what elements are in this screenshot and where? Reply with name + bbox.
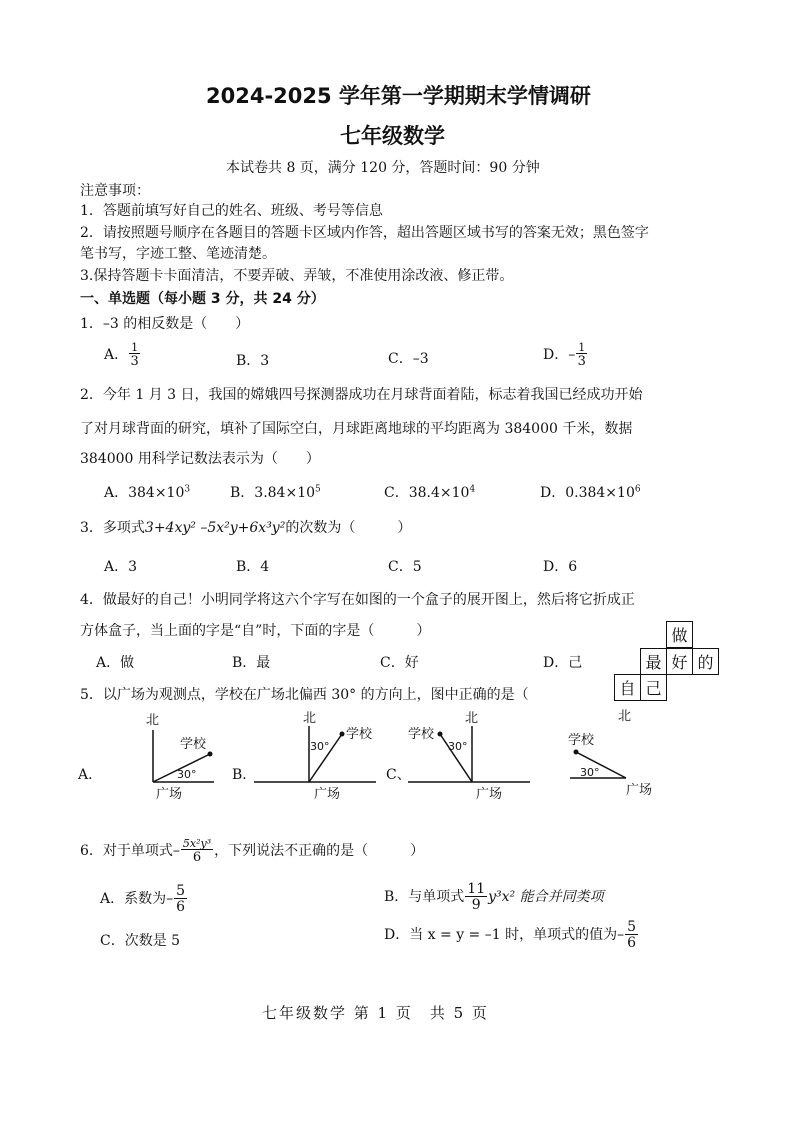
q2-option-d[interactable] (540, 482, 641, 502)
q6-frac-den: 6 (192, 850, 202, 865)
q5-diagram-c[interactable] (404, 706, 534, 802)
square-label: 广场 (314, 787, 341, 802)
q2-d-exp: 6 (634, 484, 641, 495)
q1-stem: 1．–3 的相反数是（ ） (80, 316, 250, 332)
q3-option-c[interactable]: C．5 (388, 559, 422, 575)
q4-stem-line: 方体盒子，当上面的字是“自”时，下面的字是（ ） (80, 623, 431, 639)
q1-d-fraction (576, 342, 587, 368)
net-cell-hao: 好 (666, 648, 693, 675)
q1-option-b[interactable]: B．3 (236, 353, 270, 369)
q6-d-den: 6 (627, 935, 637, 951)
q6-prefix: 6．对于单项式– (80, 843, 180, 859)
q2-a-exp: 3 (184, 484, 191, 495)
q1-a-den: 3 (130, 354, 139, 369)
q6-option-b[interactable] (384, 882, 604, 912)
net-cell-zui: 最 (640, 648, 667, 675)
q2-b-exp: 5 (315, 484, 321, 495)
notice-item: 1．答题前填写好自己的姓名、班级、考号等信息 (80, 203, 383, 219)
q5-option-b[interactable]: B． (232, 767, 257, 783)
q2-stem-line: 2．今年 1 月 3 日，我国的嫦娥四号探测器成功在月球背面着陆，标志着我国已经成功开始 (80, 387, 643, 403)
q2-c-text: C．38.4×10 (384, 485, 470, 501)
q1-a-label: A． (104, 347, 129, 363)
q6-a-fraction (174, 884, 187, 914)
q6-a-num: 5 (176, 883, 186, 899)
q3-option-a[interactable]: A．3 (104, 559, 138, 575)
north-label: 北 (618, 709, 632, 724)
q6-b-num: 11 (467, 881, 486, 897)
q5-option-c[interactable]: C、 (386, 767, 411, 783)
q1-a-num: 1 (131, 341, 139, 354)
school-point (574, 750, 579, 755)
q2-option-a[interactable] (104, 482, 190, 502)
q3-prefix: 3．多项式 (80, 520, 145, 536)
school-label: 学校 (180, 737, 207, 752)
q1-a-fraction (129, 342, 140, 368)
q6-stem (80, 838, 424, 864)
square-label: 广场 (626, 783, 653, 798)
square-label: 广场 (156, 787, 183, 802)
notice-item: 3.保持答题卡卡面清洁，不要弄破、弄皱，不准使用涂改液、修正带。 (80, 268, 514, 284)
q6-b-tail: y³x² 能合并同类项 (488, 889, 604, 905)
north-label: 北 (465, 711, 479, 726)
q4-option-c[interactable]: C．好 (380, 655, 419, 671)
q1-d-label: D．– (543, 347, 576, 363)
q1-option-c[interactable]: C．–3 (388, 351, 429, 367)
exam-title: 2024-2025 学年第一学期期末学情调研 (206, 84, 591, 108)
q6-b-fraction (465, 882, 487, 912)
q2-option-c[interactable] (384, 482, 475, 502)
q2-c-exp: 4 (469, 484, 476, 495)
square-label: 广场 (476, 787, 503, 802)
school-point (340, 732, 345, 737)
angle-label: 30° (580, 766, 600, 779)
angle-label: 30° (177, 768, 197, 781)
notice-item: 2．请按照题号顺序在各题目的答题卡区域内作答，超出答题区域书写的答案无效；黑色签字 (80, 225, 649, 241)
q6-d-num: 5 (627, 919, 637, 935)
net-cell-zi: 自 (614, 674, 641, 701)
q4-option-b[interactable]: B．最 (232, 655, 271, 671)
q6-a-den: 6 (176, 899, 186, 915)
page-footer: 七年级数学 第 1 页 共 5 页 (262, 1004, 489, 1022)
q1-option-a[interactable] (104, 342, 141, 368)
q3-suffix: 的次数为（ ） (285, 520, 412, 536)
notice-heading: 注意事项： (80, 183, 150, 199)
north-label: 北 (146, 713, 160, 728)
q6-a-text: A．系数为– (100, 891, 174, 907)
q3-option-b[interactable]: B．4 (236, 559, 270, 575)
q5-stem: 5．以广场为观测点，学校在广场北偏西 30° 的方向上，图中正确的是（ (80, 687, 529, 703)
q2-option-b[interactable] (230, 482, 321, 502)
net-cell-zuo: 做 (666, 621, 693, 648)
q6-suffix: ，下列说法不正确的是（ ） (214, 843, 425, 859)
q5-option-a[interactable]: A． (78, 767, 103, 783)
notice-item: 笔书写，字迹工整、笔迹清楚。 (80, 246, 276, 262)
q2-a-text: A．384×10 (104, 485, 185, 501)
q5-diagram-a[interactable] (140, 710, 230, 802)
angle-label: 30° (448, 740, 468, 753)
q6-option-c[interactable]: C．次数是 5 (100, 933, 181, 949)
school-label: 学校 (346, 727, 373, 742)
q2-d-text: D．0.384×10 (540, 485, 635, 501)
net-cell-ji: 己 (640, 674, 667, 701)
school-label: 学校 (408, 727, 435, 742)
q6-b-text: B．与单项式 (384, 889, 465, 905)
q3-stem (80, 517, 411, 537)
angle-label: 30° (310, 740, 330, 753)
q1-d-num: 1 (578, 341, 586, 354)
q6-b-den: 9 (471, 897, 481, 913)
school-label: 学校 (568, 733, 595, 748)
q6-frac-num: 5x²y³ (182, 837, 212, 850)
q6-d-text: D．当 x = y = –1 时，单项式的值为– (384, 927, 625, 943)
net-cell-de: 的 (692, 648, 719, 675)
q2-stem-line: 了对月球背面的研究，填补了国际空白，月球距离地球的平均距离为 384000 千米，数据 (80, 421, 633, 437)
section-heading: 一、单选题（每小题 3 分，共 24 分） (80, 291, 325, 307)
q3-polynomial: 3+4xy² –5x²y+6x³y² (144, 520, 286, 536)
q4-option-d[interactable]: D．己 (543, 655, 583, 671)
q6-option-d[interactable] (384, 920, 639, 950)
exam-subject: 七年级数学 (340, 124, 445, 148)
q4-stem-line: 4．做最好的自己！小明同学将这六个字写在如图的一个盒子的展开图上，然后将它折成正 (80, 592, 635, 608)
exam-info: 本试卷共 8 页，满分 120 分，答题时间：90 分钟 (226, 160, 540, 176)
q6-option-a[interactable] (100, 884, 188, 914)
school-point (208, 752, 213, 757)
q4-option-a[interactable]: A．做 (96, 655, 135, 671)
q5-diagram-d[interactable] (560, 706, 670, 802)
q1-option-d[interactable] (543, 342, 588, 368)
q5-diagram-b[interactable] (252, 706, 380, 802)
q6-monomial-fraction (181, 838, 213, 864)
school-point (438, 732, 443, 737)
q2-b-text: B．3.84×10 (230, 485, 316, 501)
q3-option-d[interactable]: D．6 (543, 559, 578, 575)
q6-d-fraction (625, 920, 638, 950)
north-label: 北 (303, 711, 317, 726)
q1-d-den: 3 (577, 354, 586, 369)
q2-stem-line: 384000 用科学记数法表示为（ ） (80, 451, 320, 467)
